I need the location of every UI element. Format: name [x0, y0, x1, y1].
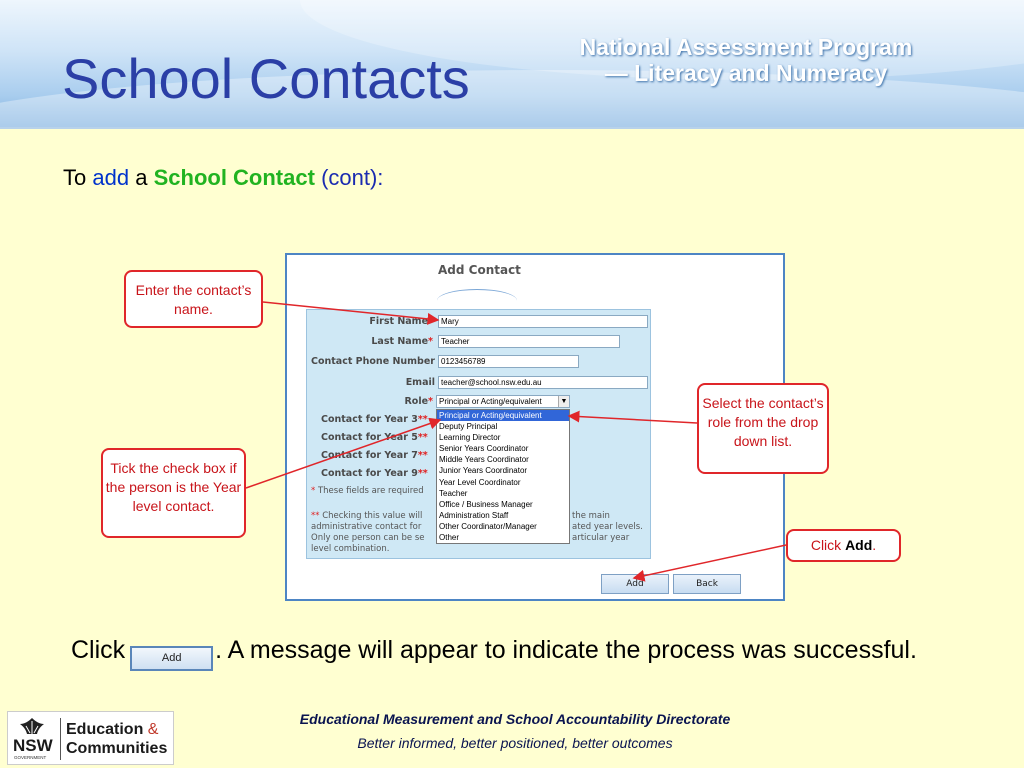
callout-enter-name: Enter the contact’s name. [124, 270, 263, 328]
arrow-to-add-button [634, 545, 786, 578]
subtitle-action: add [92, 165, 130, 190]
role-option[interactable]: Principal or Acting/equivalent [437, 410, 569, 421]
phone-input[interactable]: 0123456789 [438, 355, 579, 368]
callout-tick-box: Tick the check box if the person is the Year level contact. [101, 448, 246, 538]
subtitle-suffix: (cont): [321, 165, 384, 190]
chevron-down-icon[interactable]: ▼ [558, 396, 569, 407]
callout-select-role: Select the contact’s role from the drop down list. [697, 383, 829, 474]
role-label: Role* [404, 396, 433, 407]
footer-directorate: Educational Measurement and School Accountability Directorate [299, 711, 731, 727]
role-option[interactable]: Year Level Coordinator [439, 477, 521, 487]
nsw-text: NSW [13, 736, 53, 755]
email-input[interactable]: teacher@school.nsw.edu.au [438, 376, 648, 389]
role-option[interactable]: Deputy Principal [439, 422, 498, 432]
slide-title: School Contacts [62, 47, 470, 110]
role-option[interactable]: Middle Years Coordinator [439, 455, 529, 465]
role-option[interactable]: Learning Director [439, 433, 501, 443]
back-button[interactable]: Back [673, 574, 741, 594]
subtitle-article: a [135, 165, 148, 190]
arrow-to-year-checkbox [246, 420, 440, 488]
year9-label: Contact for Year 9** [321, 468, 428, 479]
footer-tagline: Better informed, better positioned, better outcomes [357, 735, 673, 751]
program-line-1: National Assessment Program [579, 34, 913, 60]
required-note: * These fields are required [311, 486, 424, 496]
role-option[interactable]: Junior Years Coordinator [439, 466, 528, 476]
role-selected-value: Principal or Acting/equivalent [439, 397, 542, 406]
role-option[interactable]: Administration Staff [439, 510, 509, 520]
program-line-2: — Literacy and Numeracy [604, 60, 888, 86]
first-name-label: First Name* [369, 316, 433, 327]
last-name-label: Last Name* [371, 336, 433, 347]
year5-label: Contact for Year 5** [321, 432, 428, 443]
role-option[interactable]: Office / Business Manager [439, 499, 533, 509]
role-option[interactable]: Other Coordinator/Manager [439, 521, 537, 531]
subtitle-entity: School Contact [153, 165, 315, 190]
add-contact-title: Add Contact [438, 263, 521, 277]
government-text: GOVERNMENT [14, 755, 47, 760]
year7-label: Contact for Year 7** [321, 450, 428, 461]
checking-note: ** Checking this value will the main administrative contact for ated year levels. Only one person can be se articular year level combination. [311, 511, 643, 554]
inline-add-button: Add [130, 646, 213, 671]
instruction-text: Click Add . A message will appear to indicate the process was successful. [71, 633, 971, 671]
email-label: Email [405, 377, 435, 388]
subtitle-prefix: To [63, 165, 87, 190]
phone-label: Contact Phone Number [310, 356, 435, 367]
add-button[interactable]: Add [601, 574, 669, 594]
department-name: Education & Communities [66, 721, 168, 757]
role-option[interactable]: Senior Years Coordinator [439, 444, 529, 454]
callout-click-add: Click Add. [786, 529, 901, 562]
role-option[interactable]: Other [439, 533, 460, 543]
arrow-to-first-name [263, 302, 438, 320]
year3-label: Contact for Year 3** [321, 414, 428, 425]
last-name-input[interactable]: Teacher [438, 335, 620, 348]
first-name-input[interactable]: Mary [438, 315, 648, 328]
arrow-to-role-list [569, 416, 697, 423]
role-option[interactable]: Teacher [439, 488, 468, 498]
